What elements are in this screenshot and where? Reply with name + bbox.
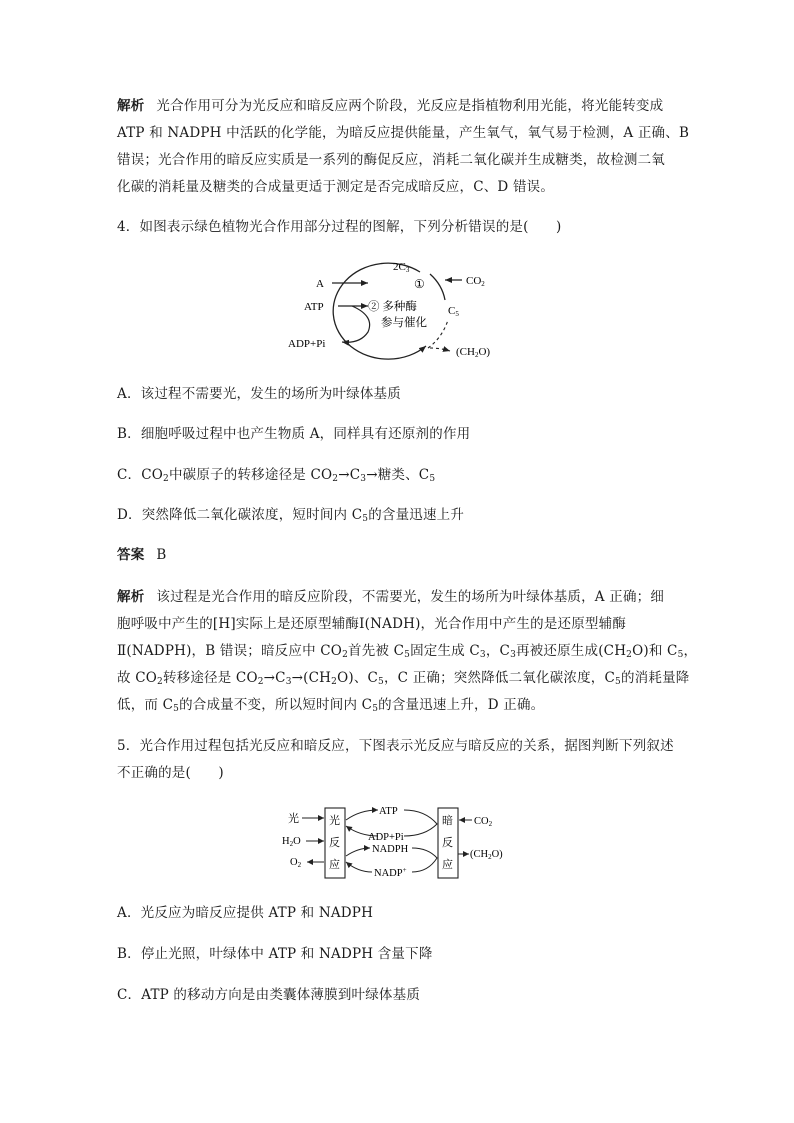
label-adp-pi: ADP+Pi bbox=[368, 832, 404, 843]
label-adp-pi: ADP+Pi bbox=[288, 338, 326, 350]
q4-answer bbox=[117, 545, 167, 565]
q5-stem-line: 不正确的是( ) bbox=[117, 765, 224, 781]
dashed-arrow bbox=[428, 320, 448, 348]
q4-option-c: C．$CO_2$中碳原子的转移途径是 $CO_2\to C_3\to$糖类、$C_5$ bbox=[117, 467, 436, 484]
step-2-line1: ② 多种酶 bbox=[368, 301, 417, 313]
q5-stem-line: 5．光合作用过程包括光反应和暗反应，下图表示光反应与暗反应的关系，据图判断下列叙述 bbox=[117, 738, 674, 754]
label-c5: C5 bbox=[448, 305, 459, 318]
q4-explanation-line: Ⅱ(NADPH)，B 错误；暗反应中 $CO_2$首先被 $C_5$固定生成 $C_3$，$C_3$再被还原生成$(CH_2O)$和 $C_5$， bbox=[117, 643, 698, 660]
q4-option-d: D．突然降低二氧化碳浓度，短时间内 $C_5$的含量迅速上升 bbox=[117, 507, 465, 524]
answer-label: 答案 bbox=[117, 547, 145, 563]
explanation-label: 解析 bbox=[117, 589, 145, 605]
q4-calvin-cycle-diagram bbox=[280, 252, 520, 372]
label-A: A bbox=[316, 278, 324, 290]
label-2c3 bbox=[393, 261, 410, 274]
label-light: 光 bbox=[288, 813, 299, 825]
q5-option-b: B．停止光照，叶绿体中 ATP 和 NADPH 含量下降 bbox=[117, 946, 433, 962]
label-atp: ATP bbox=[379, 806, 398, 817]
label-o2: O2 bbox=[290, 857, 302, 869]
label-h2o: H2O bbox=[282, 836, 301, 848]
q4-explanation-line: 解析 该过程是光合作用的暗反应阶段，不需要光，发生的场所为叶绿体基质，A 正确；细 bbox=[117, 589, 665, 605]
q4-explanation-line: 胞呼吸中产生的[H]实际上是还原型辅酶Ⅰ(NADH)，光合作用中产生的是还原型辅酶 bbox=[117, 616, 627, 632]
answer-value: B bbox=[156, 547, 167, 563]
light-reaction-char: 反 bbox=[329, 837, 340, 849]
light-reaction-char: 光 bbox=[329, 815, 340, 827]
dark-reaction-char: 反 bbox=[442, 837, 453, 849]
dark-reaction-char: 暗 bbox=[442, 815, 453, 827]
light-reaction-char: 应 bbox=[329, 859, 340, 871]
q5-light-dark-reaction-diagram bbox=[280, 802, 520, 888]
q3-explanation-line: 错误；光合作用的暗反应实质是一系列的酶促反应，消耗二氧化碳并生成糖类，故检测二氧 bbox=[117, 152, 665, 168]
explanation-label: 解析 bbox=[117, 98, 145, 114]
label-nadp: NADP+ bbox=[374, 866, 407, 879]
step-1-marker: ① bbox=[414, 277, 425, 291]
q4-explanation-line: 故 $CO_2$转移途径是 $CO_2\to C_3\to(CH_2O)$、$C_5$，C 正确；突然降低二氧化碳浓度，$C_5$的消耗量降 bbox=[117, 670, 690, 687]
q3-explanation-line bbox=[117, 96, 663, 116]
cycle-arc-top bbox=[430, 274, 445, 300]
label-co2: CO2 bbox=[474, 816, 493, 828]
q3-explanation-line: 化碳的消耗量及糖类的合成量更适于测定是否完成暗反应，C、D 错误。 bbox=[117, 179, 555, 195]
dark-reaction-char: 应 bbox=[442, 859, 453, 871]
q5-option-a: A．光反应为暗反应提供 ATP 和 NADPH bbox=[117, 905, 374, 921]
q3-explanation-line: ATP 和 NADPH 中活跃的化学能，为暗反应提供能量，产生氧气，氧气易于检测，A 正确、B bbox=[117, 125, 690, 141]
q4-explanation-line: 低，而 $C_5$的合成量不变，所以短时间内 $C_5$的含量迅速上升，D 正确。 bbox=[117, 697, 545, 714]
label-co2: CO2 bbox=[466, 275, 485, 288]
q4-option-a: A．该过程不需要光，发生的场所为叶绿体基质 bbox=[117, 386, 401, 402]
q4-option-b: B．细胞呼吸过程中也产生物质 A，同样具有还原剂的作用 bbox=[117, 426, 471, 442]
step-2-line2: 参与催化 bbox=[381, 317, 427, 329]
label-ch2o: (CH2O) bbox=[470, 849, 503, 861]
label-atp: ATP bbox=[304, 301, 324, 313]
label-ch2o: (CH2O) bbox=[456, 346, 491, 359]
q4-stem: 4．如图表示绿色植物光合作用部分过程的图解，下列分析错误的是( ) bbox=[117, 219, 562, 235]
explanation-text: 光合作用可分为光反应和暗反应两个阶段，光反应是指植物利用光能，将光能转变成 bbox=[156, 98, 664, 114]
q5-option-c: C．ATP 的移动方向是由类囊体薄膜到叶绿体基质 bbox=[117, 987, 421, 1003]
to-ch2o-arrow bbox=[430, 348, 450, 350]
label-nadph: NADPH bbox=[372, 844, 409, 855]
c3-text: 2C bbox=[393, 261, 406, 273]
c3-sub: 3 bbox=[405, 266, 410, 274]
